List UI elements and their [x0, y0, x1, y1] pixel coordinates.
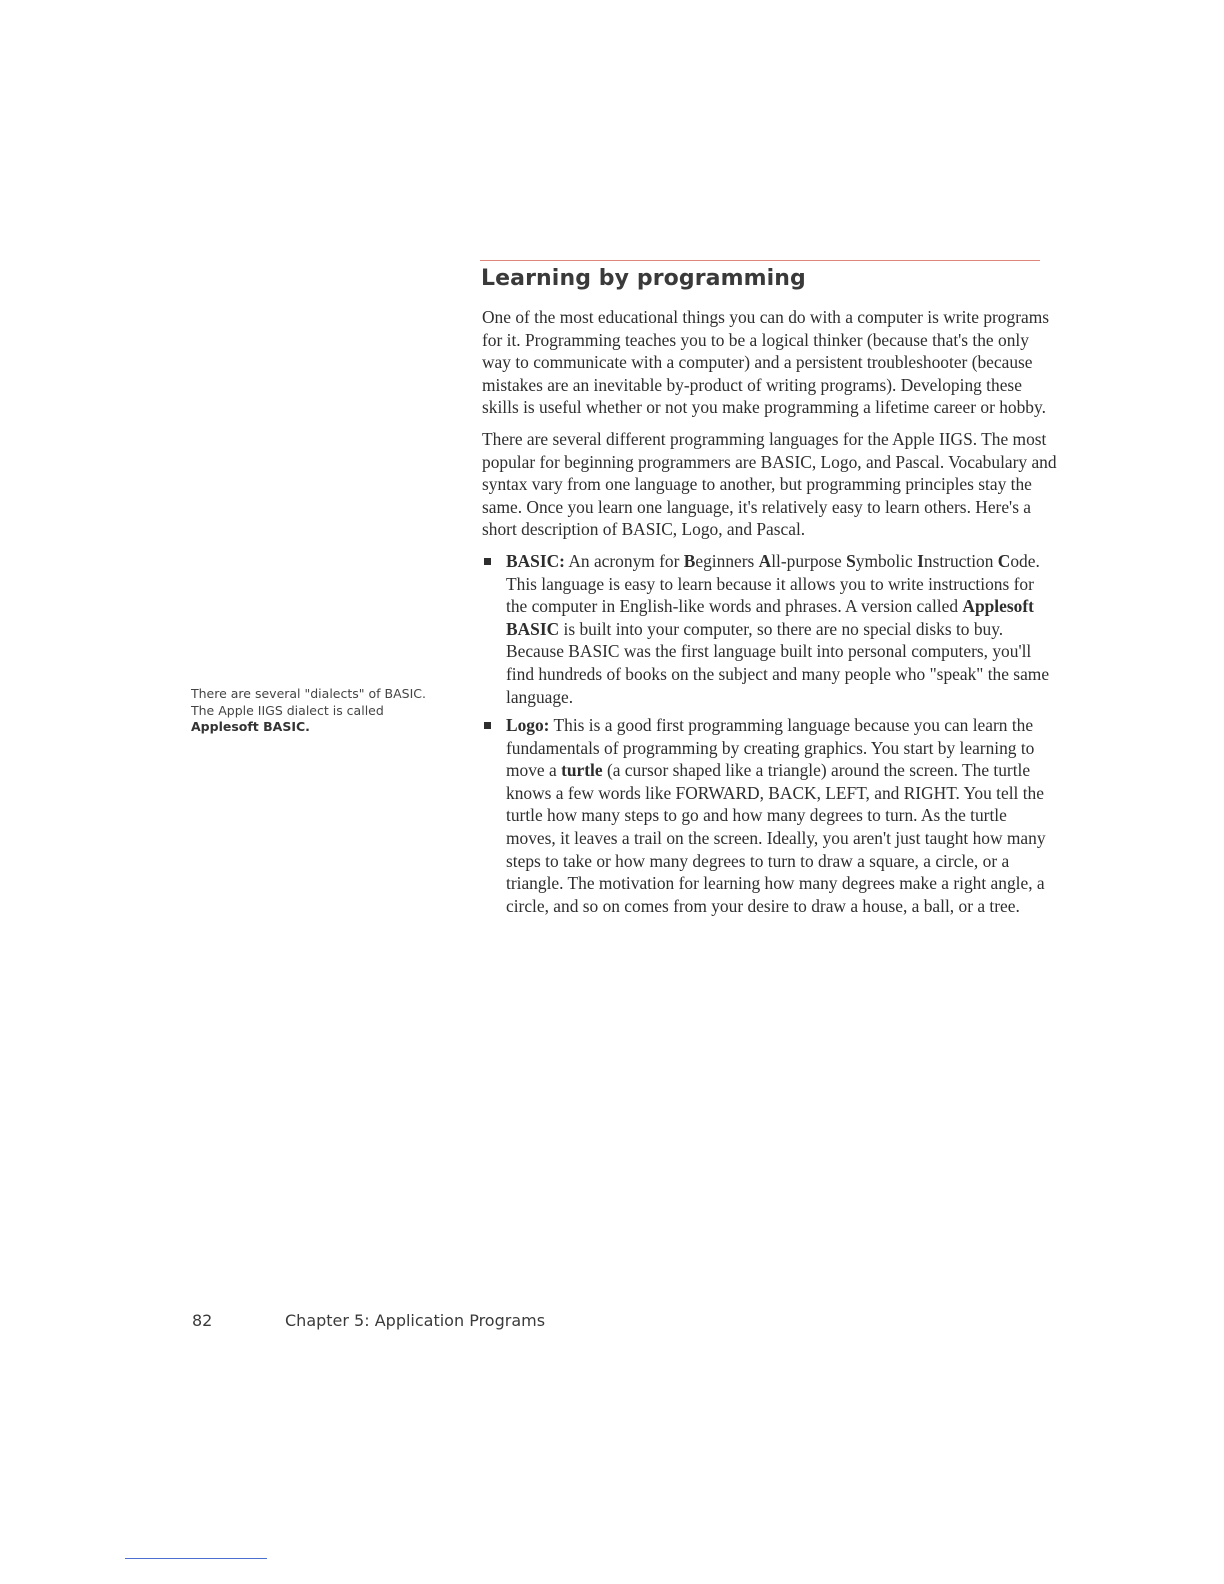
basic-text: ode. This language is easy to learn because it allows you to write instructions for the computer in English-like words and phrases. A version called [506, 550, 1040, 617]
term-basic: BASIC: [506, 550, 565, 571]
margin-note-text: There are several "dialects" of BASIC. The Apple IIGS dialect is called [191, 686, 426, 718]
logo-text: This is a good first programming language because you can learn the fundamentals of programming by creating graphics. You start by learning to move a [506, 715, 1035, 781]
basic-text: is built into your computer, so there are no special disks to buy. Because BASIC was the first language built into personal computers, you'll find hundreds of books on the subject and many people who "speak" the same language. [506, 618, 1050, 707]
term-logo: Logo: [506, 715, 550, 736]
language-list [482, 550, 1057, 918]
applesoft-term: Applesoft BASIC [506, 596, 1034, 639]
basic-text: An acronym for [568, 550, 684, 571]
section-heading: Learning by programming [481, 266, 806, 291]
logo-text: (a cursor shaped like a triangle) around the screen. The turtle knows a few words like FORWARD, BACK, LEFT, and RIGHT. You tell the turtle how many steps to go and how many degrees to turn. As the turtle moves, it leaves a trail on the screen. Ideally, you aren't just taught how many steps to take or how many degrees to turn to draw a square, a circle, or a triangle. The motivation for learning how many degrees make a right angle, a circle, and so on comes from your desire to draw a house, a ball, or a tree. [506, 760, 1046, 916]
bottom-divider [125, 1558, 267, 1559]
section-body [482, 306, 1057, 923]
acronym-letter: C [997, 550, 1011, 571]
section-rule [480, 260, 1040, 261]
acronym-letter: B [683, 550, 696, 571]
intro-paragraph: One of the most educational things you can do with a computer is write programs for it. Programming teaches you to be a logical thinker (because that's the only way to communicate with a computer) and a persistent troubleshooter (because mistakes are an inevitable by-product of writing programs). Developing these skills is useful whether or not you make programming a lifetime career or hobby. [482, 307, 1049, 418]
list-item-logo [482, 714, 1057, 917]
bullet-icon [484, 558, 491, 565]
acronym-letter: I [917, 550, 924, 571]
turtle-term: turtle [561, 760, 603, 781]
basic-text: ymbolic [855, 550, 918, 571]
languages-paragraph: There are several different programming languages for the Apple IIGS. The most popular for beginning programmers are BASIC, Logo, and Pascal. Vocabulary and syntax vary from one language to another, but programming principles stay the same. Once you learn one language, it's relatively easy to learn others. Here's a short description of BASIC, Logo, and Pascal. [482, 428, 1057, 540]
page-number: 82 [192, 1311, 213, 1330]
chapter-title: Chapter 5: Application Programs [285, 1311, 546, 1330]
basic-text: ll-purpose [771, 550, 847, 571]
basic-text: nstruction [923, 550, 998, 571]
margin-note-bold: Applesoft BASIC. [191, 719, 310, 734]
list-item-basic [482, 550, 1057, 708]
basic-text: eginners [695, 550, 759, 571]
acronym-letter: A [758, 550, 772, 571]
bullet-icon [484, 722, 491, 729]
margin-note [191, 686, 441, 736]
acronym-letter: S [846, 550, 856, 571]
